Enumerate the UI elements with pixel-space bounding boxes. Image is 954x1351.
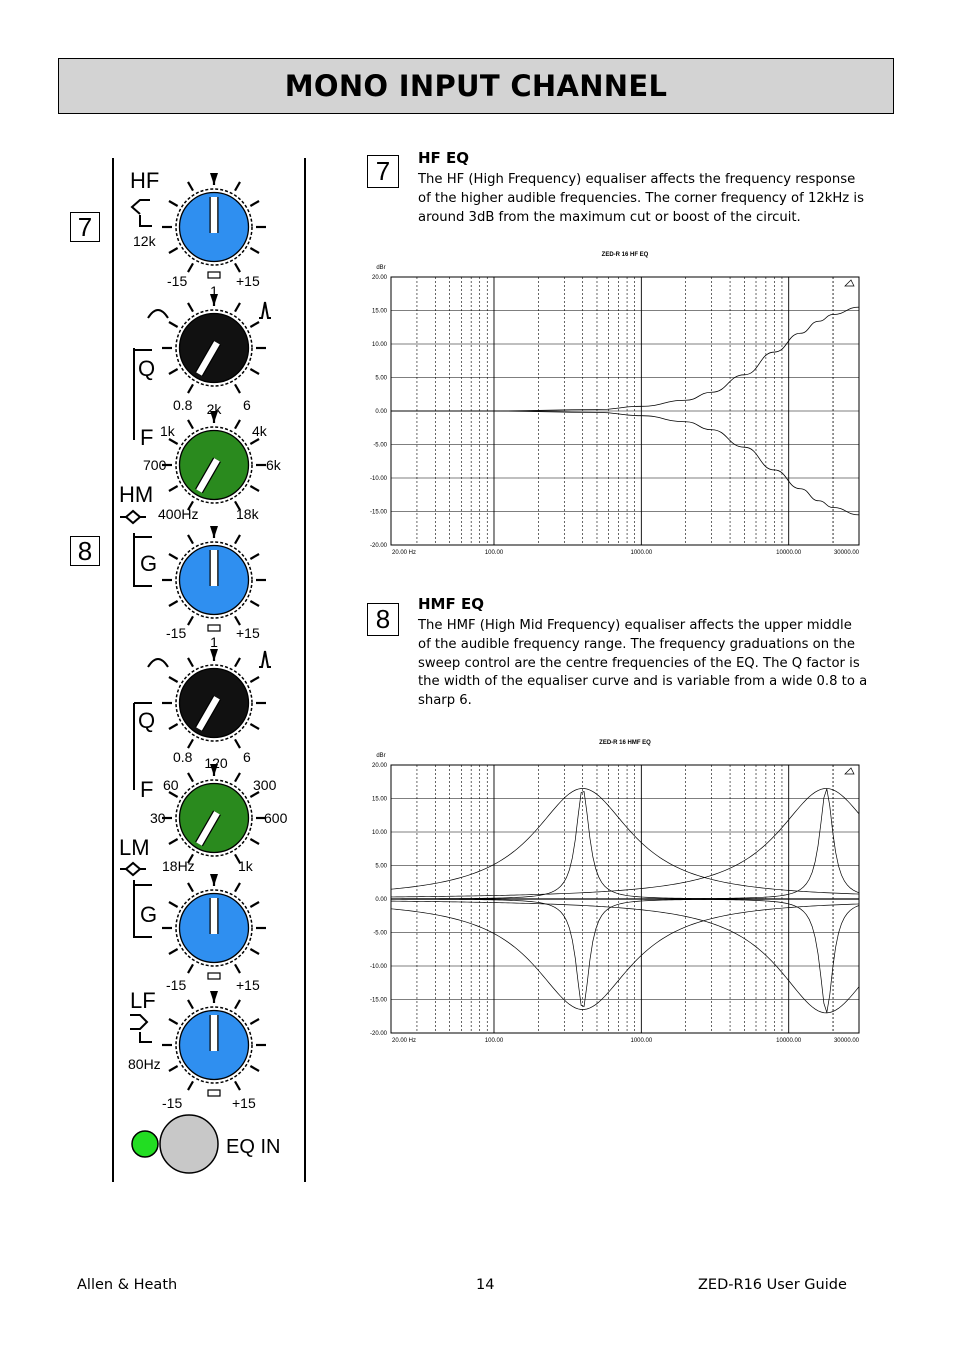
knob-tick bbox=[169, 724, 178, 729]
hf-gain-knob[interactable] bbox=[162, 173, 266, 278]
lm-f-upper-left-label: 60 bbox=[163, 777, 179, 793]
knob-tick bbox=[169, 677, 178, 682]
lm-f-max-label: 1k bbox=[238, 858, 253, 874]
knob-tick bbox=[169, 486, 178, 491]
knob-tick bbox=[235, 616, 240, 625]
knob-tick bbox=[235, 964, 240, 973]
hf-max-label: +15 bbox=[236, 273, 260, 289]
knob-tick bbox=[188, 303, 193, 312]
hm-q-top-label: 1 bbox=[210, 283, 218, 299]
wide-q-icon bbox=[148, 659, 168, 667]
chart-y-axis-label: dBr bbox=[376, 753, 386, 759]
chart-logo-icon bbox=[845, 768, 854, 774]
lm-q-min-label: 0.8 bbox=[173, 749, 193, 765]
lm-f-min-label: 18Hz bbox=[162, 858, 195, 874]
knob-tick bbox=[188, 263, 193, 272]
lm-g-min-label: -15 bbox=[166, 977, 187, 993]
lm-section-label: LM bbox=[119, 835, 150, 860]
knob-tick bbox=[250, 322, 259, 327]
lm-f-label: F bbox=[140, 777, 154, 802]
knob-tick bbox=[235, 739, 240, 748]
section-8-body: The HMF (High Mid Frequency) equaliser affects the upper middle of the audible frequency range. The frequency graduations on the sweep control are the centre frequencies of the EQ. The Q factor is the width of the equaliser curve and is variable from a wide 0.8 to a sharp 6. bbox=[418, 618, 868, 709]
chart-x-tick-label: 100.00 bbox=[484, 550, 504, 556]
hm-q-min-label: 0.8 bbox=[173, 397, 193, 413]
hm-q-knob[interactable] bbox=[162, 294, 266, 393]
lf-shelf-icon bbox=[130, 1015, 147, 1029]
lm-f-top-label: 120 bbox=[204, 755, 228, 771]
knob-tick bbox=[188, 535, 193, 544]
hm-q-max-label: 6 bbox=[243, 397, 251, 413]
lm-q-max-label: 6 bbox=[243, 749, 251, 765]
hm-f-right-label: 6k bbox=[266, 457, 281, 473]
footer-page-number: 14 bbox=[476, 1277, 495, 1293]
chart-y-tick-label: -5.00 bbox=[373, 930, 387, 937]
hm-g-min-label: -15 bbox=[166, 625, 187, 641]
chart-x-tick-label: 20.00 Hz bbox=[392, 550, 417, 556]
hf-freq-label: 12k bbox=[133, 233, 156, 249]
channel-strip-illustration bbox=[100, 150, 315, 1190]
lm-q-label: Q bbox=[138, 708, 156, 733]
lm-q-knob[interactable] bbox=[162, 649, 266, 748]
chart-y-tick-label: 0.00 bbox=[375, 897, 387, 903]
knob-tick bbox=[169, 201, 178, 206]
section-7-number: 7 bbox=[367, 155, 399, 188]
knob-tick bbox=[235, 182, 240, 191]
chart-logo-icon bbox=[845, 280, 854, 286]
knob-tick bbox=[250, 1066, 259, 1071]
knob-tick bbox=[188, 616, 193, 625]
knob-tick bbox=[188, 384, 193, 393]
bell-icon bbox=[120, 511, 146, 523]
section-7-heading: HF EQ bbox=[418, 149, 470, 167]
footer-right: ZED-R16 User Guide bbox=[698, 1277, 847, 1293]
lf-min-label: -15 bbox=[162, 1095, 183, 1111]
chart-x-tick-label: 30000.00 bbox=[833, 550, 859, 556]
knob-tick bbox=[169, 248, 178, 253]
chart-y-axis-label: dBr bbox=[376, 265, 386, 271]
chart-y-tick-label: 10.00 bbox=[371, 342, 387, 348]
knob-tick bbox=[235, 1081, 240, 1090]
chart-y-tick-label: 0.00 bbox=[375, 409, 387, 415]
chart-y-tick-label: -15.00 bbox=[369, 509, 387, 516]
knob-tick bbox=[169, 902, 178, 907]
chart-x-tick-label: 30000.00 bbox=[833, 1038, 859, 1044]
knob-tick bbox=[169, 322, 178, 327]
hm-f-min-label: 400Hz bbox=[158, 506, 199, 522]
chart-x-tick-label: 10000.00 bbox=[776, 1038, 802, 1044]
chart-y-tick-label: -10.00 bbox=[369, 964, 387, 970]
chart-title: ZED-R 16 HF EQ bbox=[601, 252, 649, 258]
chart-y-tick-label: 20.00 bbox=[371, 763, 387, 769]
wide-q-icon bbox=[148, 310, 168, 318]
hm-g-label: G bbox=[140, 551, 158, 576]
knob-tick bbox=[250, 486, 259, 491]
hm-g-max-label: +15 bbox=[236, 625, 260, 641]
chart-x-tick-label: 10000.00 bbox=[776, 550, 802, 556]
chart-y-tick-label: 10.00 bbox=[371, 830, 387, 836]
lm-f-upper-right-label: 300 bbox=[253, 777, 277, 793]
knob-tick bbox=[235, 535, 240, 544]
hmf-eq-chart bbox=[355, 733, 875, 1053]
chart-y-tick-label: 5.00 bbox=[375, 863, 387, 870]
panel-marker-7: 7 bbox=[70, 212, 100, 242]
knob-tick bbox=[250, 601, 259, 606]
knob-tick bbox=[235, 773, 240, 782]
knob-tick bbox=[235, 303, 240, 312]
hm-freq-knob[interactable] bbox=[162, 411, 266, 510]
section-8-heading: HMF EQ bbox=[418, 595, 484, 613]
hf-shelf-icon bbox=[132, 200, 150, 214]
knob-tick bbox=[235, 883, 240, 892]
knob-tick bbox=[188, 1000, 193, 1009]
lm-gain-knob[interactable] bbox=[162, 874, 266, 979]
knob-tick bbox=[250, 949, 259, 954]
eq-in-button[interactable] bbox=[160, 1115, 218, 1173]
knob-tick bbox=[169, 1019, 178, 1024]
knob-tick bbox=[250, 902, 259, 907]
hm-f-upper-left-label: 1k bbox=[160, 423, 175, 439]
knob-tick bbox=[169, 554, 178, 559]
knob-tick bbox=[250, 839, 259, 844]
knob-tick bbox=[169, 369, 178, 374]
chart-y-tick-label: 15.00 bbox=[371, 796, 387, 803]
hm-f-left-label: 700 bbox=[143, 457, 167, 473]
hm-q-label: Q bbox=[138, 356, 156, 381]
knob-tick bbox=[250, 248, 259, 253]
chart-y-tick-label: -5.00 bbox=[373, 442, 387, 449]
hm-gain-knob[interactable] bbox=[162, 526, 266, 631]
knob-tick bbox=[235, 420, 240, 429]
knob-tick bbox=[235, 263, 240, 272]
knob-tick bbox=[169, 601, 178, 606]
knob-tick bbox=[250, 724, 259, 729]
chart-x-tick-label: 1000.00 bbox=[630, 550, 653, 556]
hm-f-upper-right-label: 4k bbox=[252, 423, 267, 439]
chart-y-tick-label: -10.00 bbox=[369, 476, 387, 482]
knob-tick bbox=[188, 1081, 193, 1090]
chart-title: ZED-R 16 HMF EQ bbox=[599, 740, 651, 746]
knob-tick bbox=[250, 554, 259, 559]
hf-eq-chart bbox=[355, 245, 875, 565]
narrow-q-icon bbox=[259, 302, 271, 318]
knob-tick bbox=[235, 384, 240, 393]
narrow-q-icon bbox=[259, 651, 271, 667]
chart-x-tick-label: 20.00 Hz bbox=[392, 1038, 417, 1044]
knob-tick bbox=[188, 883, 193, 892]
knob-tick bbox=[188, 420, 193, 429]
lm-q-top-label: 1 bbox=[210, 634, 218, 650]
bell-icon bbox=[120, 863, 146, 875]
knob-tick bbox=[169, 439, 178, 444]
knob-tick bbox=[250, 1019, 259, 1024]
knob-tick bbox=[188, 773, 193, 782]
knob-tick bbox=[188, 182, 193, 191]
lf-freq-label: 80Hz bbox=[128, 1056, 161, 1072]
page-title: MONO INPUT CHANNEL bbox=[284, 69, 668, 103]
knob-tick bbox=[169, 839, 178, 844]
chart-y-tick-label: 5.00 bbox=[375, 375, 387, 382]
knob-tick bbox=[169, 949, 178, 954]
chart-y-tick-label: 15.00 bbox=[371, 308, 387, 315]
hm-f-label: F bbox=[140, 425, 154, 450]
lm-g-max-label: +15 bbox=[236, 977, 260, 993]
knob-tick bbox=[250, 369, 259, 374]
lm-f-left-label: 30 bbox=[150, 810, 166, 826]
knob-tick bbox=[235, 1000, 240, 1009]
hf-min-label: -15 bbox=[167, 273, 188, 289]
lf-section-label: LF bbox=[130, 988, 156, 1013]
lm-f-right-label: 600 bbox=[264, 810, 288, 826]
chart-x-tick-label: 100.00 bbox=[484, 1038, 504, 1044]
knob-tick bbox=[188, 658, 193, 667]
lm-g-label: G bbox=[140, 902, 158, 927]
lf-max-label: +15 bbox=[232, 1095, 256, 1111]
chart-y-tick-label: 20.00 bbox=[371, 275, 387, 281]
eq-in-led bbox=[132, 1131, 158, 1157]
chart-y-tick-label: -20.00 bbox=[369, 1031, 387, 1037]
knob-tick bbox=[250, 677, 259, 682]
section-7-body: The HF (High Frequency) equaliser affects the frequency response of the higher audible frequencies. The corner frequency of 12kHz is around 3dB from the maximum cut or boost of the circuit. bbox=[418, 172, 864, 225]
section-8-number: 8 bbox=[367, 603, 399, 636]
page-title-bar bbox=[58, 58, 894, 114]
eq-in-label: EQ IN bbox=[226, 1136, 281, 1158]
knob-tick bbox=[169, 1066, 178, 1071]
knob-tick bbox=[188, 739, 193, 748]
hm-f-max-label: 18k bbox=[236, 506, 259, 522]
panel-marker-8: 8 bbox=[70, 536, 100, 566]
hf-section-label: HF bbox=[130, 168, 160, 193]
hm-section-label: HM bbox=[119, 482, 154, 507]
hm-f-top-label: 2k bbox=[206, 401, 222, 417]
knob-tick bbox=[235, 658, 240, 667]
knob-tick bbox=[188, 964, 193, 973]
chart-y-tick-label: -20.00 bbox=[369, 543, 387, 549]
footer-left: Allen & Heath bbox=[77, 1277, 178, 1293]
chart-y-tick-label: -15.00 bbox=[369, 997, 387, 1004]
chart-x-tick-label: 1000.00 bbox=[630, 1038, 653, 1044]
lf-gain-knob[interactable] bbox=[162, 991, 266, 1096]
knob-tick bbox=[250, 439, 259, 444]
knob-tick bbox=[250, 201, 259, 206]
